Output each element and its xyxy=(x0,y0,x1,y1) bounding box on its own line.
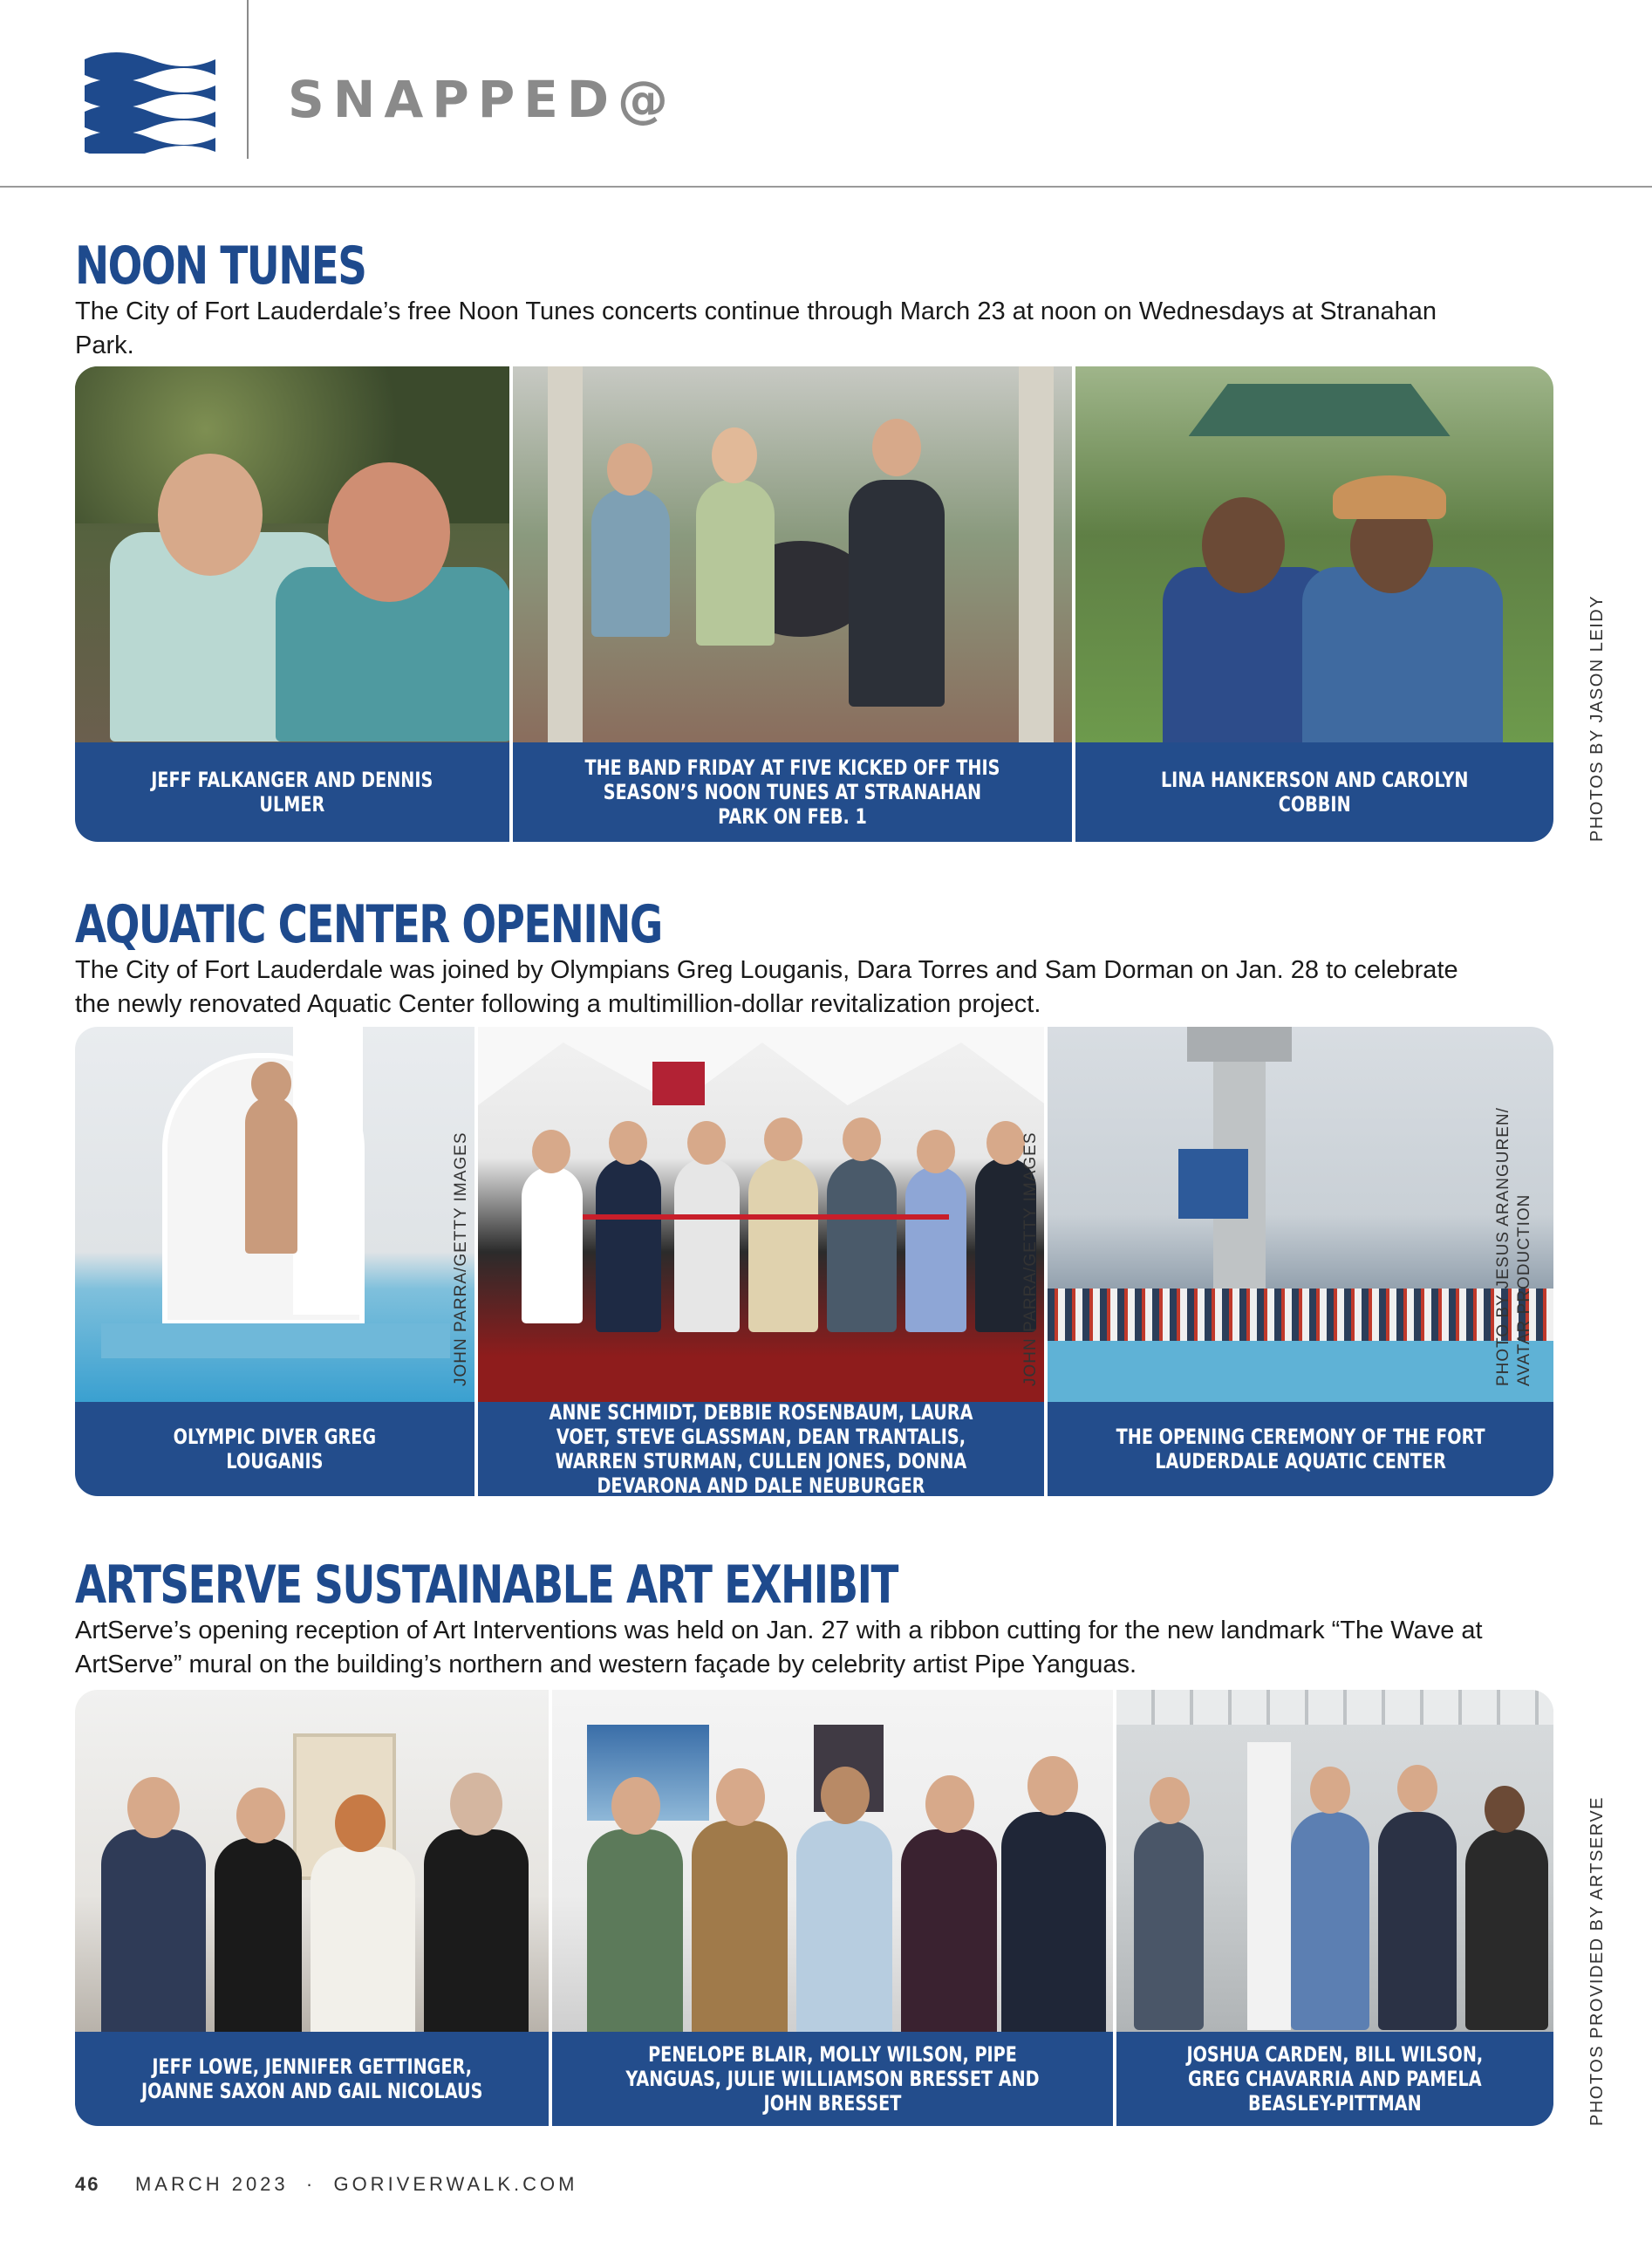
photo-card xyxy=(1116,1690,1553,2126)
photo-caption: JEFF LOWE, JENNIFER GETTINGER, JOANNE SAXON AND GAIL NICOLAUS xyxy=(75,2032,549,2126)
footer-separator: · xyxy=(305,2173,317,2195)
header-rule xyxy=(0,186,1652,188)
photo-credit-line2: AVATAR PRODUCTION xyxy=(1514,1193,1533,1386)
photo-credit-side: PHOTOS PROVIDED BY ARTSERVE xyxy=(1587,1795,1607,2126)
photo xyxy=(1075,366,1553,742)
photo-card xyxy=(552,1690,1116,2126)
photo xyxy=(75,366,509,742)
issue-date: MARCH 2023 xyxy=(134,2173,289,2195)
section-description-noon-tunes: The City of Fort Lauderdale’s free Noon Tunes concerts continue through March 23 at noon on Wednesdays at Stranahan Park. xyxy=(75,297,1437,359)
section-description-artserve: ArtServe’s opening reception of Art Interventions was held on Jan. 27 with a ribbon cutting for the new landmark “The Wave at ArtServe” mural on the building’s northern and western façade by celebrity artist Pipe Yanguas. xyxy=(75,1617,1483,1678)
photo-card xyxy=(478,1027,1048,1496)
header-divider xyxy=(247,0,249,159)
photo-caption: PENELOPE BLAIR, MOLLY WILSON, PIPE YANGUAS, JULIE WILLIAMSON BRESSET AND JOHN BRESSET xyxy=(552,2032,1113,2126)
photo-caption: OLYMPIC DIVER GREG LOUGANIS xyxy=(75,1402,474,1496)
photo-card xyxy=(513,366,1075,842)
photo-credit: JOHN PARRA/GETTY IMAGES xyxy=(1021,1131,1040,1386)
photo xyxy=(75,1027,474,1402)
photo-card xyxy=(75,1027,478,1496)
photo xyxy=(75,1690,549,2032)
photo xyxy=(1116,1690,1553,2032)
photo-caption: ANNE SCHMIDT, DEBBIE ROSENBAUM, LAURA VOET, STEVE GLASSMAN, DEAN TRANTALIS, WARREN STURMAN, CULLEN JONES, DONNA DEVARONA AND DALE NEUBURGER xyxy=(478,1402,1044,1496)
photo-caption: THE OPENING CEREMONY OF THE FORT LAUDERDALE AQUATIC CENTER xyxy=(1048,1402,1553,1496)
photo-caption: JOSHUA CARDEN, BILL WILSON, GREG CHAVARRIA AND PAMELA BEASLEY-PITTMAN xyxy=(1116,2032,1553,2126)
photo-gallery-artserve xyxy=(75,1690,1553,2126)
photo-card xyxy=(1075,366,1553,842)
photo-gallery-aquatic-center xyxy=(75,1027,1553,1496)
section-label: SNAPPED@ xyxy=(288,70,677,129)
section-description-aquatic-center: The City of Fort Lauderdale was joined by Olympians Greg Louganis, Dara Torres and Sam Dorman on Jan. 28 to celebrate the newly renovated Aquatic Center following a multimillion-dollar revitalization project. xyxy=(75,956,1458,1018)
photo-gallery-noon-tunes xyxy=(75,366,1553,842)
waves-logo-icon xyxy=(80,49,220,154)
photo-caption: LINA HANKERSON AND CAROLYN COBBIN xyxy=(1075,742,1553,842)
photo xyxy=(1048,1027,1553,1402)
photo-caption: THE BAND FRIDAY AT FIVE KICKED OFF THIS SEASON’S NOON TUNES AT STRANAHAN PARK ON FEB. 1 xyxy=(513,742,1072,842)
photo-card xyxy=(1048,1027,1553,1496)
photo-card xyxy=(75,366,513,842)
section-title-aquatic-center: AQUATIC CENTER OPENING xyxy=(75,894,662,955)
photo-credit: JOHN PARRA/GETTY IMAGES xyxy=(452,1131,470,1386)
photo-caption: JEFF FALKANGER AND DENNIS ULMER xyxy=(75,742,509,842)
site-url: GORIVERWALK.COM xyxy=(333,2173,578,2195)
photo-credit-side: PHOTOS BY JASON LEIDY xyxy=(1587,594,1607,842)
photo xyxy=(552,1690,1113,2032)
section-title-noon-tunes: NOON TUNES xyxy=(75,236,366,297)
photo-credit-line1: PHOTO BY JESUS ARANGUREN/ xyxy=(1493,1107,1512,1386)
photo xyxy=(513,366,1072,742)
page-number: 46 xyxy=(75,2173,100,2195)
photo-card xyxy=(75,1690,552,2126)
section-title-artserve: ARTSERVE SUSTAINABLE ART EXHIBIT xyxy=(75,1555,898,1616)
page-footer xyxy=(75,2173,578,2196)
photo xyxy=(478,1027,1044,1402)
